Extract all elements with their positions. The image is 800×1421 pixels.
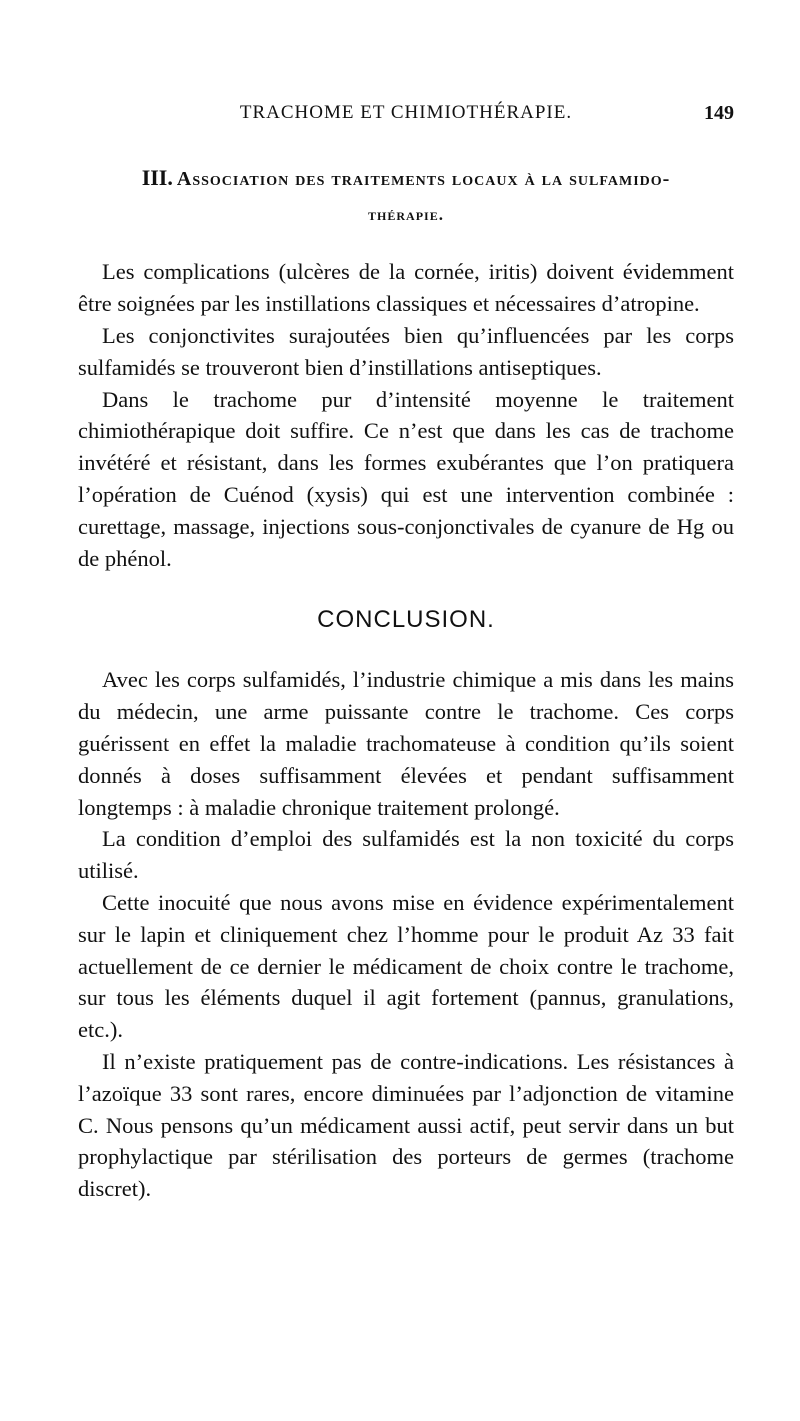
section-title-line1: Association des traitements locaux à la sulfamido- (176, 168, 671, 190)
conclusion-body (78, 664, 734, 1205)
paragraph: La condition d’emploi des sulfamidés est la non toxicité du corps utilisé. (78, 826, 734, 884)
paragraph: Cette inocuité que nous avons mise en évidence expérimentalement sur le lapin et cliniquement chez l’homme pour le produit Az 33 fait actuellement de ce dernier le médicament de choix contre le trachome, sur tous les éléments duquel il agit fortement (pannus, granulations, etc.). (78, 889, 734, 1043)
section-heading (78, 160, 734, 228)
page-number: 149 (704, 102, 734, 124)
paragraph: Les complications (ulcères de la cornée, iritis) doivent évidemment être soignées par les instillations classiques et nécessaires d’atropine. (78, 259, 734, 317)
section-title-line2: thérapie. (368, 205, 444, 225)
running-header (78, 90, 734, 122)
book-page (78, 90, 734, 1205)
paragraph: Les conjonctivites surajoutées bien qu’influencées par les corps sulfamidés se trouveront bien d’instillations antiseptiques. (78, 322, 734, 380)
section-numeral: III. (141, 165, 173, 190)
running-title: TRACHOME ET CHIMIOTHÉRAPIE. (239, 102, 573, 123)
paragraph: Avec les corps sulfamidés, l’industrie chimique a mis dans les mains du médecin, une arme puissante contre le trachome. Ces corps guérissent en effet la maladie trachomateuse à condition qu’ils soient donnés à doses suffisamment élevées et pendant suffisamment longtemps : à maladie chronique traitement prolongé. (78, 667, 734, 820)
conclusion-title: CONCLUSION. (317, 606, 495, 634)
paragraph: Dans le trachome pur d’intensité moyenne le traitement chimiothérapique doit suffire. Ce n’est que dans les cas de trachome invétéré et résistant, dans les formes exubérantes que l’on pratiquera l’opération de Cuénod (xysis) qui est une intervention combinée : curettage, massage, injections sous-conjonctivales de cyanure de Hg ou de phénol. (78, 386, 734, 571)
paragraph: Il n’existe pratiquement pas de contre-indications. Les résistances à l’azoïque 33 sont rares, encore diminuées par l’adjonction de vitamine C. Nous pensons qu’un médicament aussi actif, peut servir dans un but prophylactique par stérilisation des porteurs de germes (trachome discret). (78, 1048, 734, 1202)
section-body (78, 256, 734, 574)
